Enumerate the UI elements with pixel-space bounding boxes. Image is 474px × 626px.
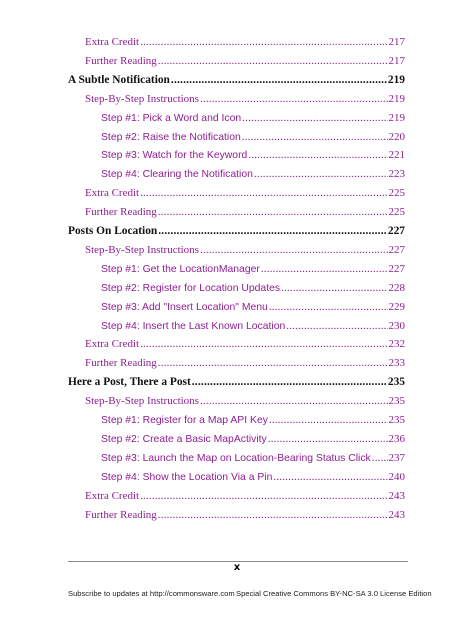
toc-entry-page-number: 221 bbox=[388, 149, 405, 162]
dot-leader bbox=[273, 468, 387, 486]
toc-entry-page-number: 229 bbox=[388, 300, 405, 313]
toc-entry-page-number: 233 bbox=[388, 357, 405, 370]
toc-entry-page-number: 240 bbox=[388, 470, 405, 483]
dot-leader bbox=[268, 430, 388, 448]
toc-entry-title: Step #1: Pick a Word and Icon bbox=[101, 112, 242, 124]
toc-step-entry[interactable] bbox=[101, 146, 405, 164]
toc-entry-title: Step-By-Step Instructions bbox=[85, 243, 199, 256]
toc-entry-title: Step #2: Register for Location Updates bbox=[101, 282, 281, 294]
toc-section-entry[interactable] bbox=[85, 33, 405, 51]
dot-leader bbox=[254, 165, 388, 183]
toc-section-entry[interactable] bbox=[85, 354, 405, 372]
toc-entry-page-number: 230 bbox=[388, 319, 405, 332]
toc-entry-page-number: 219 bbox=[387, 73, 405, 86]
toc-entry-page-number: 225 bbox=[388, 187, 405, 200]
dot-leader bbox=[192, 373, 387, 391]
toc-chapter-entry[interactable] bbox=[68, 373, 405, 391]
toc-step-entry[interactable] bbox=[101, 449, 405, 467]
toc-entry-title: Step #4: Insert the Last Known Location bbox=[101, 320, 286, 332]
toc-section-entry[interactable] bbox=[85, 335, 405, 353]
dot-leader bbox=[158, 52, 388, 70]
toc-entry-title: Step #3: Add "Insert Location" Menu bbox=[101, 301, 268, 313]
toc-step-entry[interactable] bbox=[101, 109, 405, 127]
dot-leader bbox=[140, 184, 387, 202]
toc-step-entry[interactable] bbox=[101, 317, 405, 335]
toc-entry-title: Step #2: Create a Basic MapActivity bbox=[101, 433, 267, 445]
toc-entry-title: Extra Credit bbox=[85, 36, 140, 48]
toc-entry-title: Further Reading bbox=[85, 206, 157, 219]
toc-entry-page-number: 228 bbox=[388, 281, 405, 294]
toc-entry-title: Extra Credit bbox=[85, 338, 140, 351]
toc-step-entry[interactable] bbox=[101, 468, 405, 486]
toc-entry-page-number: 232 bbox=[388, 338, 405, 351]
dot-leader bbox=[140, 487, 387, 505]
footer-subscribe-text: Subscribe to updates at http://commonsware.com bbox=[68, 589, 235, 598]
toc-section-entry[interactable] bbox=[85, 52, 405, 70]
toc-step-entry[interactable] bbox=[101, 411, 405, 429]
dot-leader bbox=[158, 354, 388, 372]
toc-entry-title: Posts On Location bbox=[68, 225, 158, 237]
toc-entry-title: Step #3: Watch for the Keyword bbox=[101, 150, 248, 162]
dot-leader bbox=[372, 449, 388, 467]
toc-entry-page-number: 235 bbox=[387, 376, 405, 389]
dot-leader bbox=[158, 203, 388, 221]
toc-section-entry[interactable] bbox=[85, 506, 405, 524]
toc-entry-page-number: 223 bbox=[388, 168, 405, 181]
dot-leader bbox=[248, 146, 387, 164]
toc-entry-page-number: 237 bbox=[388, 451, 405, 464]
toc-section-entry[interactable] bbox=[85, 487, 405, 505]
toc-entry-page-number: 235 bbox=[388, 395, 405, 408]
toc-chapter-entry[interactable] bbox=[68, 71, 405, 89]
toc-entry-title: Further Reading bbox=[85, 508, 157, 521]
toc-step-entry[interactable] bbox=[101, 165, 405, 183]
toc-entry-title: Further Reading bbox=[85, 357, 157, 370]
dot-leader bbox=[158, 222, 387, 240]
dot-leader bbox=[242, 109, 387, 127]
toc-section-entry[interactable] bbox=[85, 184, 405, 202]
toc-entry-title: Step #3: Launch the Map on Location-Bearing Status Click bbox=[101, 452, 371, 464]
toc-entry-page-number: 220 bbox=[388, 130, 405, 143]
dot-leader bbox=[200, 392, 388, 410]
toc-step-entry[interactable] bbox=[101, 128, 405, 146]
toc-entry-title: A Subtle Notification bbox=[68, 73, 170, 86]
toc-entry-title: Step #2: Raise the Notification bbox=[101, 131, 241, 143]
toc-entry-page-number: 227 bbox=[388, 262, 405, 275]
page-number: x bbox=[233, 562, 241, 573]
dot-leader bbox=[269, 411, 388, 429]
toc-entry-page-number: 219 bbox=[388, 92, 405, 105]
toc-entry-title: Extra Credit bbox=[85, 489, 140, 502]
toc-entry-title: Extra Credit bbox=[85, 187, 140, 200]
toc-entry-page-number: 227 bbox=[388, 243, 405, 256]
toc-step-entry[interactable] bbox=[101, 260, 405, 278]
toc-entry-page-number: 236 bbox=[388, 432, 405, 445]
dot-leader bbox=[158, 506, 388, 524]
toc-entry-page-number: 217 bbox=[388, 36, 405, 48]
toc-entry-title: Step #4: Clearing the Notification bbox=[101, 169, 253, 181]
toc-section-entry[interactable] bbox=[85, 90, 405, 108]
dot-leader bbox=[200, 90, 388, 108]
toc-step-entry[interactable] bbox=[101, 298, 405, 316]
toc-entry-title: Step #4: Show the Location Via a Pin bbox=[101, 471, 273, 483]
toc-entry-page-number: 227 bbox=[387, 225, 405, 237]
dot-leader bbox=[261, 260, 388, 278]
toc-entry-title: Step-By-Step Instructions bbox=[85, 395, 199, 408]
toc-section-entry[interactable] bbox=[85, 203, 405, 221]
toc-step-entry[interactable] bbox=[101, 279, 405, 297]
toc-chapter-entry[interactable] bbox=[68, 222, 405, 240]
toc-entry-page-number: 243 bbox=[388, 508, 405, 521]
toc-entry-title: Step #1: Register for a Map API Key bbox=[101, 415, 268, 426]
dot-leader bbox=[286, 317, 387, 335]
toc-step-entry[interactable] bbox=[101, 430, 405, 448]
toc-entry-title: Here a Post, There a Post bbox=[68, 376, 191, 389]
toc-entry-page-number: 243 bbox=[388, 489, 405, 502]
dot-leader bbox=[171, 71, 387, 89]
footer-license-text: Special Creative Commons BY-NC-SA 3.0 License Edition bbox=[236, 589, 432, 598]
dot-leader bbox=[140, 335, 387, 353]
toc-entry-page-number: 219 bbox=[388, 111, 405, 124]
dot-leader bbox=[242, 128, 388, 146]
toc-section-entry[interactable] bbox=[85, 392, 405, 410]
toc-entry-title: Step-By-Step Instructions bbox=[85, 92, 199, 105]
toc-section-entry[interactable] bbox=[85, 241, 405, 259]
toc-entry-page-number: 235 bbox=[388, 414, 405, 426]
dot-leader bbox=[281, 279, 387, 297]
toc-entry-page-number: 217 bbox=[388, 54, 405, 67]
toc-entry-title: Step #1: Get the LocationManager bbox=[101, 263, 260, 275]
toc-entry-title: Further Reading bbox=[85, 54, 157, 67]
dot-leader bbox=[269, 298, 388, 316]
dot-leader bbox=[200, 241, 388, 259]
dot-leader bbox=[140, 33, 387, 51]
toc-entry-page-number: 225 bbox=[388, 206, 405, 219]
